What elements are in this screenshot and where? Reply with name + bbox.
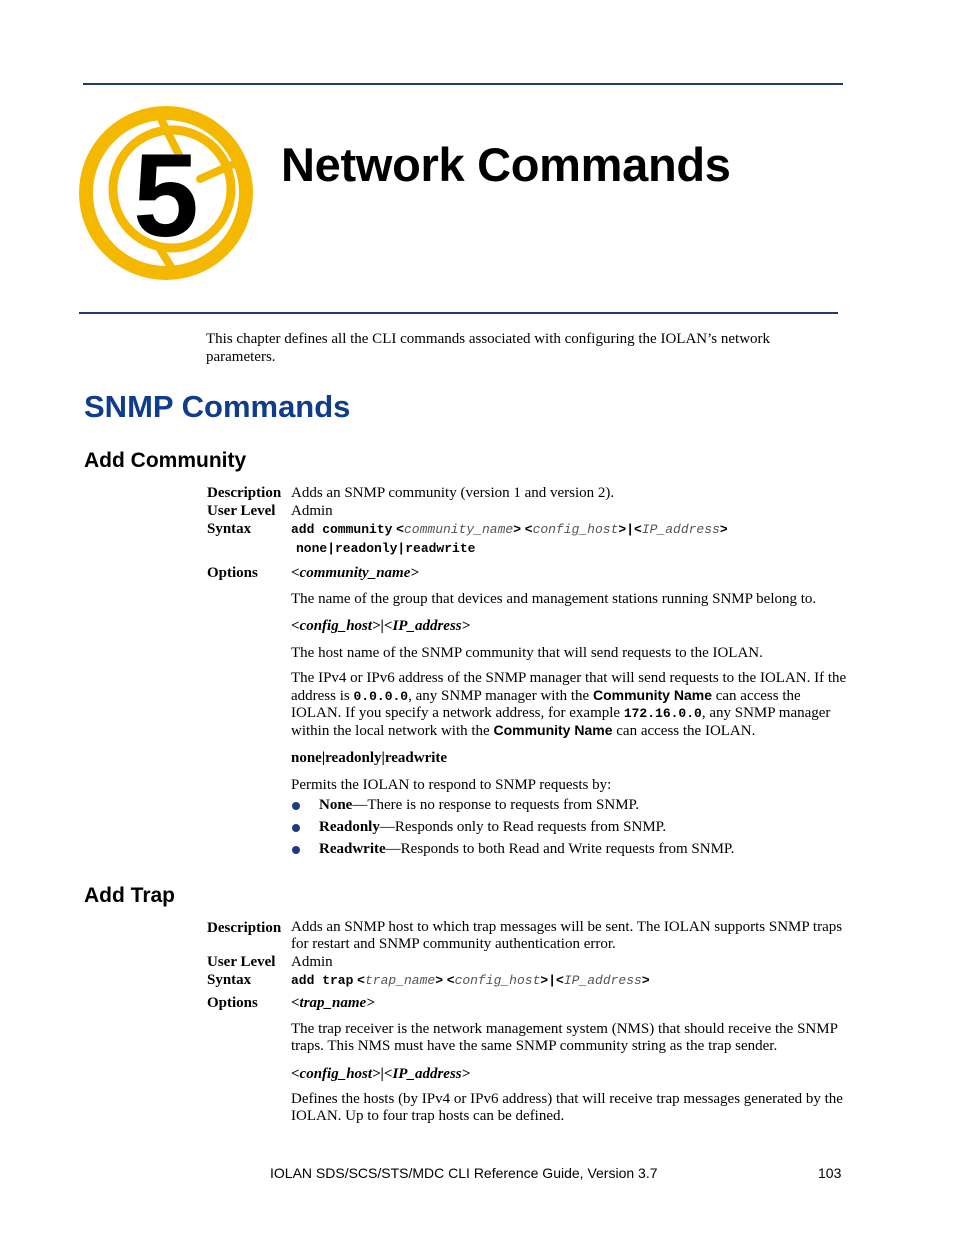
option-name: <trap_name> bbox=[291, 995, 375, 1011]
options-value bbox=[291, 564, 847, 860]
text-run: , any SNMP manager within the local network with the bbox=[291, 705, 831, 739]
syntax-bracket: < bbox=[446, 973, 455, 988]
option-name: <config_host>|<IP_address> bbox=[291, 618, 471, 634]
add-trap-heading: Add Trap bbox=[84, 884, 176, 907]
list-item-term: Readonly bbox=[319, 819, 380, 835]
option-name: none|readonly|readwrite bbox=[291, 750, 448, 766]
syntax-separator: >|< bbox=[540, 973, 564, 988]
options-row bbox=[207, 564, 847, 860]
options-label: Options bbox=[207, 565, 258, 581]
syntax-param: trap_name bbox=[364, 973, 436, 988]
page-number: 103 bbox=[818, 1165, 842, 1181]
user-level-row bbox=[207, 502, 847, 520]
syntax-bracket: > bbox=[641, 973, 650, 988]
option-description: The host name of the SNMP community that will send requests to the IOLAN. bbox=[291, 645, 763, 661]
chapter-intro: This chapter defines all the CLI commands associated with configuring the IOLAN’s network parameters. bbox=[206, 331, 771, 365]
text-run: can access the IOLAN. If you specify a network address, for example bbox=[291, 688, 801, 721]
description-label: Description bbox=[207, 485, 282, 501]
text-run: can access the IOLAN. bbox=[612, 723, 756, 739]
description-row bbox=[207, 484, 847, 502]
description-label: Description bbox=[207, 920, 282, 936]
syntax-value bbox=[291, 971, 847, 990]
code-address: 172.16.0.0 bbox=[623, 706, 702, 721]
description-row bbox=[207, 919, 847, 953]
syntax-param: IP_address bbox=[563, 973, 642, 988]
syntax-bracket: > bbox=[435, 973, 444, 988]
user-level-value: Admin bbox=[291, 954, 333, 970]
bullet-icon bbox=[292, 824, 300, 832]
list-item-term: Readwrite bbox=[319, 841, 386, 857]
chapter-number-logo bbox=[76, 103, 258, 285]
text-run: The IPv4 or IPv6 address of the SNMP manager that will send requests to the IOLAN. If the address is bbox=[291, 670, 847, 704]
syntax-bracket: < bbox=[357, 973, 365, 988]
syntax-bracket: < bbox=[396, 522, 404, 537]
header-bottom-rule bbox=[79, 312, 838, 314]
options-label: Options bbox=[207, 995, 258, 1011]
add-trap-block bbox=[207, 919, 847, 1125]
chapter-number: 5 bbox=[133, 130, 199, 262]
user-level-row bbox=[207, 953, 847, 971]
list-item-text: —Responds to both Read and Write requests from SNMP. bbox=[385, 841, 735, 857]
list-item-text: —There is no response to requests from SNMP. bbox=[352, 797, 639, 813]
field-name: Community Name bbox=[592, 687, 712, 703]
bullet-icon bbox=[292, 846, 300, 854]
list-item bbox=[291, 794, 847, 816]
permission-list bbox=[291, 794, 847, 860]
syntax-separator: >|< bbox=[618, 522, 642, 537]
option-description: The name of the group that devices and management stations running SNMP belong to. bbox=[291, 591, 817, 607]
description-value: Adds an SNMP community (version 1 and version 2). bbox=[291, 485, 615, 501]
syntax-param: config_host bbox=[532, 522, 619, 537]
field-name: Community Name bbox=[493, 722, 613, 738]
syntax-param: IP_address bbox=[641, 522, 720, 537]
syntax-command: add community bbox=[291, 522, 393, 537]
user-level-label: User Level bbox=[207, 503, 276, 519]
chapter-title: Network Commands bbox=[281, 138, 731, 191]
code-address: 0.0.0.0 bbox=[353, 689, 409, 704]
syntax-bracket: > bbox=[513, 522, 522, 537]
list-item bbox=[291, 838, 847, 860]
text-run: , any SNMP manager with the bbox=[408, 688, 593, 704]
crosshair-ring-icon bbox=[76, 103, 258, 285]
syntax-row bbox=[207, 971, 847, 990]
user-level-value: Admin bbox=[291, 503, 333, 519]
syntax-row bbox=[207, 520, 847, 558]
section-title: SNMP Commands bbox=[84, 389, 351, 424]
syntax-label: Syntax bbox=[207, 521, 252, 537]
option-description: Defines the hosts (by IPv4 or IPv6 address) that will receive trap messages generated by the IOLAN. Up to four trap hosts can be defined. bbox=[291, 1091, 843, 1124]
syntax-param: community_name bbox=[403, 522, 514, 537]
list-item-term: None bbox=[319, 797, 353, 813]
option-name: <community_name> bbox=[291, 565, 419, 581]
syntax-line-2: none|readonly|readwrite bbox=[296, 541, 476, 556]
option-description: Permits the IOLAN to respond to SNMP requests by: bbox=[291, 777, 612, 793]
option-description: The trap receiver is the network management system (NMS) that should receive the SNMP traps. This NMS must have the same SNMP community string as the trap sender. bbox=[291, 1021, 838, 1054]
add-community-heading: Add Community bbox=[84, 449, 247, 472]
description-value: Adds an SNMP host to which trap messages will be sent. The IOLAN supports SNMP traps for restart and SNMP community authentication error. bbox=[291, 919, 843, 952]
list-item bbox=[291, 816, 847, 838]
user-level-label: User Level bbox=[207, 954, 276, 970]
add-community-block bbox=[207, 484, 847, 860]
syntax-command: add trap bbox=[291, 973, 354, 988]
footer-title: IOLAN SDS/SCS/STS/MDC CLI Reference Guide, Version 3.7 bbox=[270, 1165, 658, 1181]
syntax-value bbox=[291, 520, 847, 558]
list-item-text: —Responds only to Read requests from SNMP. bbox=[379, 819, 667, 835]
syntax-param: config_host bbox=[454, 973, 541, 988]
syntax-bracket: < bbox=[524, 522, 533, 537]
option-name: <config_host>|<IP_address> bbox=[291, 1066, 471, 1082]
options-value bbox=[291, 994, 847, 1125]
bullet-icon bbox=[292, 802, 300, 810]
options-row bbox=[207, 994, 847, 1125]
syntax-bracket: > bbox=[719, 522, 728, 537]
header-top-rule bbox=[83, 83, 843, 85]
option-description bbox=[291, 670, 847, 740]
syntax-label: Syntax bbox=[207, 972, 252, 988]
